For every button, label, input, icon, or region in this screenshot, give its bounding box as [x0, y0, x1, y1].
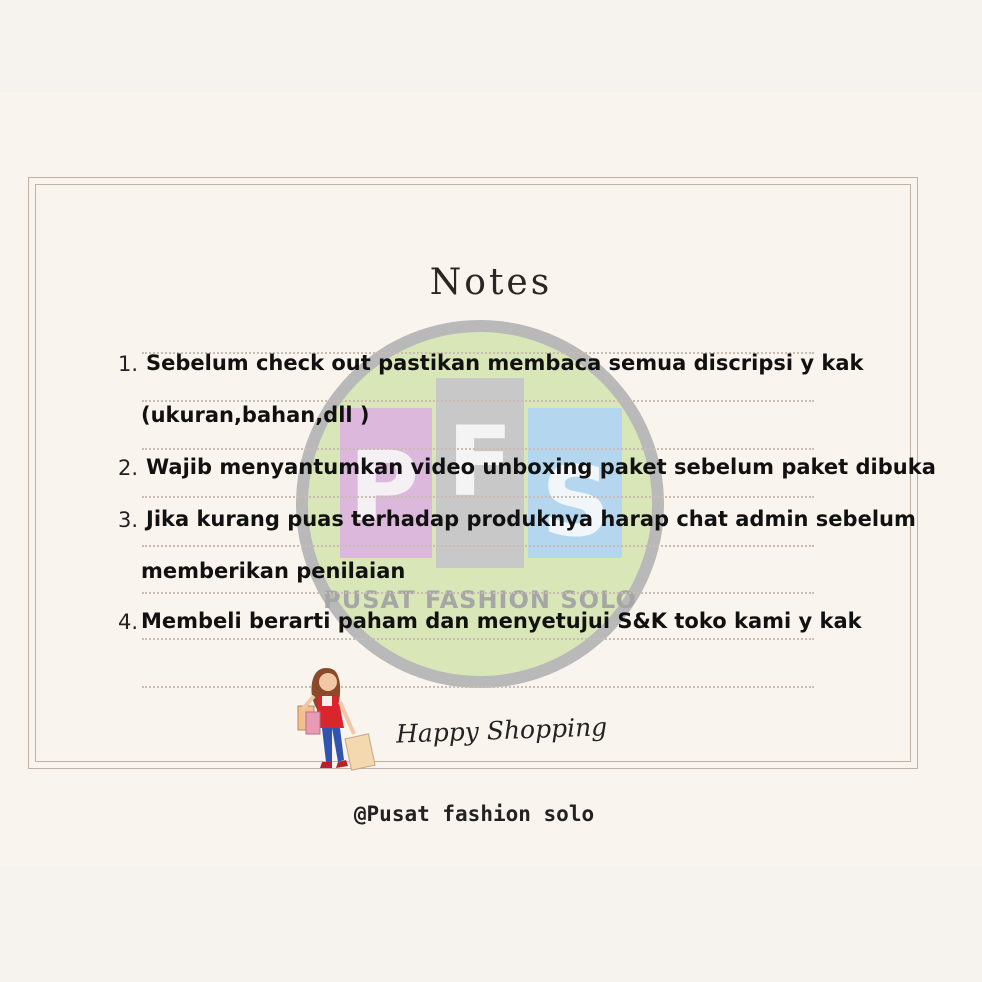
note-text: Membeli berarti paham dan menyetujui S&K toko kami y kak	[141, 609, 862, 633]
notes-title: Notes	[429, 262, 553, 303]
note-number: 2.	[118, 456, 139, 480]
watermark-text: PUSAT FASHION SOLO	[323, 586, 637, 614]
shopping-woman-illustration	[288, 662, 388, 774]
ruled-line	[142, 448, 814, 450]
note-text: Jika kurang puas terhadap produknya harap chat admin sebelum	[146, 507, 916, 531]
note-text: (ukuran,bahan,dll )	[141, 403, 370, 427]
ruled-line	[142, 638, 814, 640]
watermark-letter-s: S	[541, 446, 611, 558]
ruled-line	[142, 496, 814, 498]
note-number: 4.	[118, 610, 139, 634]
ruled-line	[142, 592, 814, 594]
watermark-letter-p: P	[348, 431, 420, 543]
note-number: 3.	[118, 508, 139, 532]
note-text: memberikan penilaian	[141, 559, 406, 583]
happy-shopping-script: Happy Shopping	[395, 712, 608, 749]
shop-handle: @Pusat fashion solo	[353, 802, 595, 826]
ruled-line	[142, 400, 814, 402]
watermark-letter-f: F	[447, 406, 513, 518]
note-text: Sebelum check out pastikan membaca semua discripsi y kak	[146, 351, 864, 375]
ruled-line	[142, 686, 814, 688]
note-number: 1.	[118, 352, 139, 376]
note-text: Wajib menyantumkan video unboxing paket sebelum paket dibuka	[146, 455, 936, 479]
ruled-line	[142, 545, 814, 547]
